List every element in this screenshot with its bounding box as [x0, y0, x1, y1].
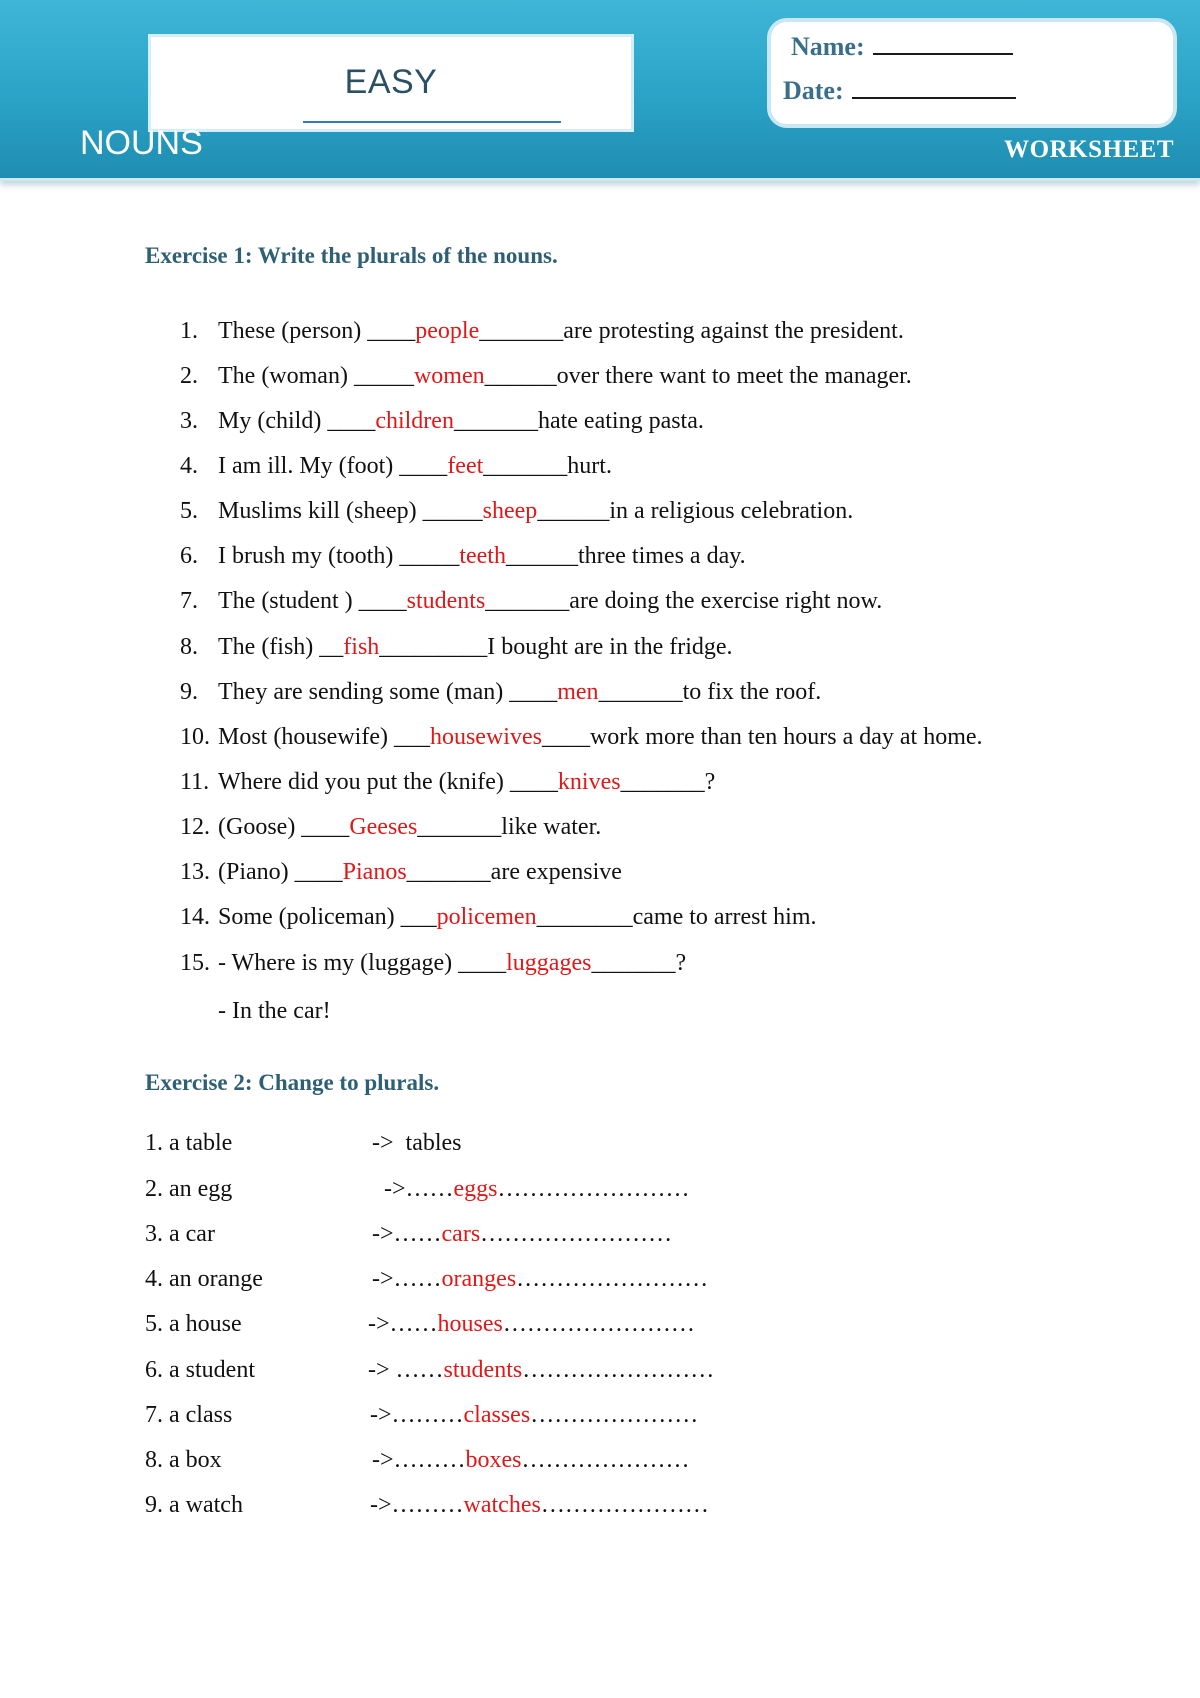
dotted-blank: …………………: [540, 1492, 709, 1518]
item-rest: _______?: [620, 769, 716, 795]
exercise-2-word: 2. an egg: [145, 1176, 233, 1202]
plural-answer[interactable]: classes: [463, 1402, 531, 1428]
item-prompt: These (person) ____: [218, 318, 416, 344]
dotted-blank: ……………………: [497, 1176, 690, 1202]
item-answer[interactable]: knives: [557, 769, 621, 795]
name-label: Name:: [791, 32, 865, 61]
arrow: ->: [372, 1130, 406, 1156]
item-prompt: The (fish) __: [218, 634, 344, 660]
plural-plain: tables: [405, 1130, 462, 1156]
exercise-1-item: [180, 451, 612, 481]
item-answer[interactable]: policemen: [436, 904, 537, 930]
item-prompt: - Where is my (luggage) ____: [218, 950, 507, 976]
dotted-blank: ……………………: [480, 1221, 673, 1247]
item-prompt: I am ill. My (foot) ____: [218, 453, 448, 479]
arrow: ->……: [372, 1266, 442, 1292]
level-underline: [303, 121, 561, 123]
exercise-1-item: [180, 496, 853, 526]
item-prompt: Some (policeman) ___: [218, 904, 437, 930]
exercise-1-item: [180, 677, 821, 707]
item-number: 11.: [180, 769, 210, 795]
exercise-1-item: [180, 767, 715, 797]
item-prompt: They are sending some (man) ____: [218, 679, 558, 705]
exercise-2-word: 8. a box: [145, 1447, 222, 1473]
exercise-1-item: [180, 722, 983, 752]
exercise-2-answer-line: [372, 1264, 708, 1294]
item-prompt: (Piano) ____: [218, 859, 343, 885]
exercise-2-answer-line: [372, 1445, 690, 1475]
item-rest: _________I bought are in the fridge.: [379, 634, 733, 660]
arrow: ->……: [372, 1221, 442, 1247]
item-rest: ______over there want to meet the manager.: [484, 363, 912, 389]
student-info-box: [767, 18, 1177, 128]
plural-answer[interactable]: houses: [437, 1311, 503, 1337]
item-number: 4.: [180, 453, 198, 479]
dotted-blank: ……………………: [522, 1357, 715, 1383]
item-rest: _______are expensive: [406, 859, 622, 885]
exercise-1-item: [180, 857, 622, 887]
item-number: 10.: [180, 724, 210, 750]
topic-title: NOUNS: [80, 124, 203, 162]
exercise-2-answer-line: [372, 1219, 672, 1249]
item-prompt: The (woman) _____: [218, 363, 414, 389]
exercise-2-answer-line: [372, 1128, 462, 1158]
item-answer[interactable]: Pianos: [342, 859, 407, 885]
exercise-2-word: 3. a car: [145, 1221, 215, 1247]
item-answer[interactable]: children: [375, 408, 454, 434]
item-rest: _______hurt.: [483, 453, 612, 479]
item-number: 8.: [180, 634, 198, 660]
exercise-2-answer-line: [368, 1355, 714, 1385]
item-answer[interactable]: women: [413, 363, 485, 389]
item-prompt: Muslims kill (sheep) _____: [218, 498, 483, 524]
exercise-1-item: [180, 316, 904, 346]
item-rest: _______?: [591, 950, 687, 976]
item-answer[interactable]: sheep: [482, 498, 538, 524]
exercise-1-reply: - In the car!: [218, 998, 331, 1024]
exercise-1-title: Exercise 1: Write the plurals of the nouns.: [145, 243, 558, 268]
exercise-1-item: [180, 361, 912, 391]
item-answer[interactable]: fish: [343, 634, 380, 660]
plural-answer[interactable]: watches: [463, 1492, 541, 1518]
arrow: ->……: [378, 1176, 454, 1202]
item-rest: _______to fix the roof.: [598, 679, 822, 705]
date-row: [783, 76, 1016, 106]
item-number: 9.: [180, 679, 198, 705]
item-number: 12.: [180, 814, 210, 840]
dotted-blank: ……………………: [516, 1266, 709, 1292]
dotted-blank: ……………………: [502, 1311, 695, 1337]
item-rest: _______are protesting against the president.: [479, 318, 904, 344]
exercise-2-title: Exercise 2: Change to plurals.: [145, 1070, 440, 1095]
exercise-1-item: [180, 406, 704, 436]
date-label: Date:: [783, 76, 844, 105]
date-field[interactable]: [852, 77, 1016, 99]
item-answer[interactable]: housewives: [429, 724, 542, 750]
dotted-blank: …………………: [521, 1447, 690, 1473]
dotted-blank: …………………: [530, 1402, 699, 1428]
item-answer[interactable]: teeth: [459, 543, 506, 569]
plural-answer[interactable]: eggs: [453, 1176, 498, 1202]
item-answer[interactable]: students: [406, 588, 486, 614]
arrow: ->………: [370, 1402, 464, 1428]
exercise-2-answer-line: [370, 1400, 698, 1430]
arrow: ->……: [368, 1311, 438, 1337]
exercise-2-word: 5. a house: [145, 1311, 242, 1337]
item-number: 2.: [180, 363, 198, 389]
exercise-1-item: [180, 902, 817, 932]
item-number: 1.: [180, 318, 198, 344]
item-number: 5.: [180, 498, 198, 524]
name-field[interactable]: [873, 33, 1013, 55]
item-rest: ________came to arrest him.: [536, 904, 817, 930]
exercise-1-item: [180, 812, 601, 842]
arrow: ->………: [370, 1492, 464, 1518]
exercise-2-answer-line: [378, 1174, 690, 1204]
exercise-2-word: 9. a watch: [145, 1492, 243, 1518]
exercise-2-word: 4. an orange: [145, 1266, 263, 1292]
name-row: [791, 32, 1013, 62]
exercise-2-answer-line: [368, 1309, 695, 1339]
item-answer[interactable]: people: [415, 318, 480, 344]
item-prompt: (Goose) ____: [218, 814, 350, 840]
arrow: ->………: [372, 1447, 466, 1473]
item-prompt: Where did you put the (knife) ____: [218, 769, 558, 795]
item-rest: _______are doing the exercise right now.: [485, 588, 883, 614]
worksheet-label: WORKSHEET: [1004, 136, 1174, 163]
item-rest: _______hate eating pasta.: [453, 408, 704, 434]
item-number: 3.: [180, 408, 198, 434]
exercise-1-item: [180, 632, 733, 662]
exercise-1-item: [180, 948, 686, 978]
exercise-2-word: 1. a table: [145, 1130, 233, 1156]
level-label: EASY: [344, 63, 438, 101]
item-number: 14.: [180, 904, 210, 930]
arrow: -> ……: [368, 1357, 444, 1383]
plural-answer[interactable]: boxes: [465, 1447, 522, 1473]
item-prompt: I brush my (tooth) _____: [218, 543, 460, 569]
item-answer[interactable]: men: [557, 679, 599, 705]
worksheet-header: [0, 0, 1200, 181]
item-number: 7.: [180, 588, 198, 614]
item-rest: ______in a religious celebration.: [537, 498, 854, 524]
exercise-1-item: [180, 541, 746, 571]
plural-answer[interactable]: students: [443, 1357, 523, 1383]
item-number: 15.: [180, 950, 210, 976]
item-rest: _______like water.: [417, 814, 602, 840]
item-rest: ______three times a day.: [505, 543, 746, 569]
level-box: [148, 34, 634, 132]
exercise-2-answer-line: [370, 1490, 709, 1520]
plural-answer[interactable]: oranges: [441, 1266, 517, 1292]
item-answer[interactable]: feet: [447, 453, 484, 479]
item-answer[interactable]: luggages: [506, 950, 592, 976]
item-number: 6.: [180, 543, 198, 569]
exercise-2-word: 7. a class: [145, 1402, 233, 1428]
item-prompt: The (student ) ____: [218, 588, 407, 614]
item-prompt: Most (housewife) ___: [218, 724, 430, 750]
plural-answer[interactable]: cars: [441, 1221, 481, 1247]
item-answer[interactable]: Geeses: [349, 814, 418, 840]
exercise-2-word: 6. a student: [145, 1357, 255, 1383]
item-number: 13.: [180, 859, 210, 885]
item-prompt: My (child) ____: [218, 408, 376, 434]
exercise-1-item: [180, 586, 882, 616]
item-rest: ____work more than ten hours a day at home.: [541, 724, 983, 750]
